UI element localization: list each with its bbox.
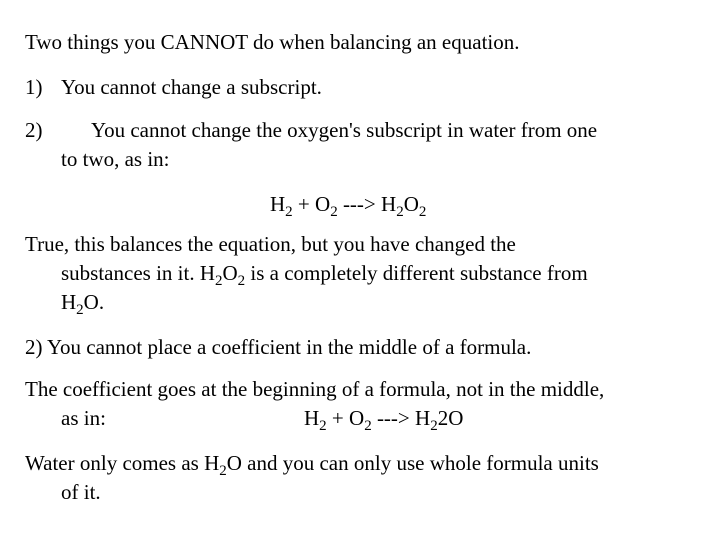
eq1-h: H	[270, 192, 286, 216]
rule-2-text: 2) You cannot place a coefficient in the middle of a formula.	[25, 335, 532, 359]
explanation-sub-2: 2	[237, 273, 246, 289]
water-sub: 2	[219, 463, 227, 479]
explanation-text-2-pre: substances in it. H	[61, 261, 215, 285]
eq1-o2-sub: 2	[418, 204, 427, 220]
water-line-1	[25, 449, 695, 478]
explanation-sub-1: 2	[214, 273, 223, 289]
explanation-line-3	[61, 288, 720, 317]
water-text-1-post: O and you can only use whole formula units	[226, 451, 599, 475]
water-text-1-pre: Water only comes as H	[25, 451, 220, 475]
rule-1-example-cont	[61, 145, 720, 174]
water-line-2	[61, 478, 720, 507]
eq1-arrow-h: ---> H	[337, 192, 397, 216]
water-text-2: of it.	[61, 480, 101, 504]
eq1-h2-sub: 2	[396, 204, 404, 220]
coefficient-line-1	[25, 375, 695, 404]
explanation-line-2	[61, 259, 720, 288]
explanation-h-sub: 2	[76, 302, 84, 318]
explanation-text-3-post: O.	[83, 290, 105, 314]
eq2-o-sub: 2	[364, 418, 372, 434]
rule-1-example-line-1: You cannot change the oxygen's subscript in water from one	[91, 118, 598, 142]
eq2-h-sub: 2	[319, 418, 327, 434]
rule-2	[25, 333, 695, 362]
eq1-plus-o: + O	[292, 192, 331, 216]
rule-1-example-line-2: to two, as in:	[61, 147, 170, 171]
eq1-o-sub: 2	[330, 204, 338, 220]
explanation-h: H	[61, 290, 77, 314]
explanation-text-2-post: is a completely different substance from	[245, 261, 588, 285]
rule-1-example	[25, 116, 695, 145]
rule-1-number: 1)	[25, 75, 43, 99]
explanation-o: O	[222, 261, 238, 285]
eq2-h: H	[304, 406, 320, 430]
heading	[25, 28, 695, 57]
rule-1	[25, 73, 695, 102]
coefficient-as-in: as in:	[61, 406, 106, 430]
eq1-o: O	[403, 192, 419, 216]
coefficient-line-2	[61, 404, 720, 433]
rule-1-text: You cannot change a subscript.	[61, 75, 322, 99]
eq2-plus-o: + O	[326, 406, 365, 430]
eq1-h-sub: 2	[285, 204, 293, 220]
explanation-text-1: True, this balances the equation, but you have changed the	[25, 232, 516, 256]
eq2-h2-sub: 2	[430, 418, 438, 434]
eq2-2o: 2O	[437, 406, 464, 430]
heading-text: Two things you CANNOT do when balancing an equation.	[25, 30, 520, 54]
explanation-line-1	[25, 230, 695, 259]
equation-1	[270, 190, 720, 219]
coefficient-text-1: The coefficient goes at the beginning of a formula, not in the middle,	[25, 377, 605, 401]
rule-1-example-number: 2)	[25, 118, 43, 142]
eq2-arrow-h: ---> H	[371, 406, 431, 430]
